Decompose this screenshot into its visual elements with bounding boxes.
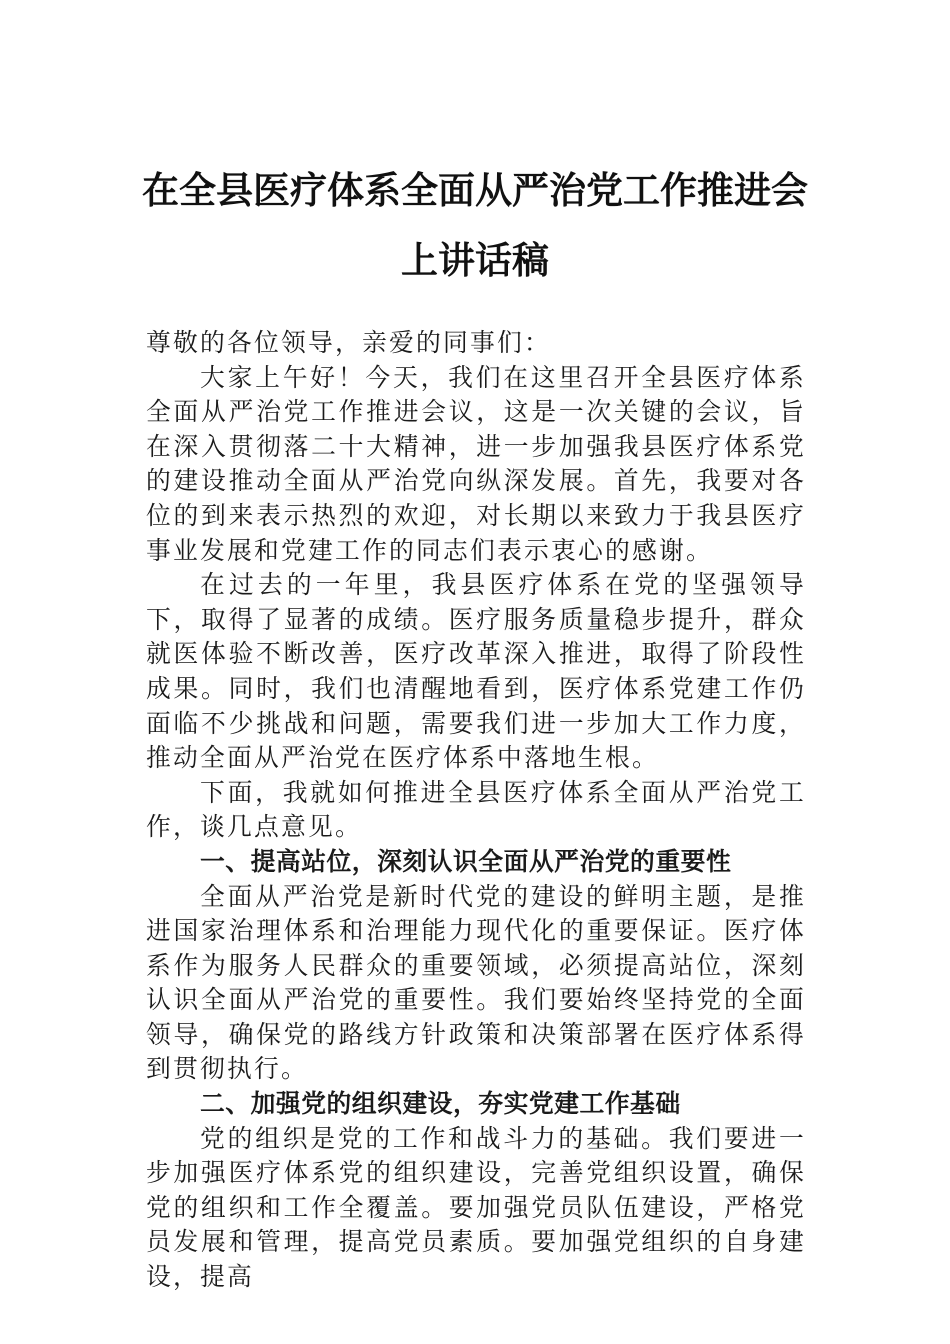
section-text-2: 党的组织是党的工作和战斗力的基础。我们要进一步加强医疗体系党的组织建设，完善党组织设置，确保党的组织和工作全覆盖。要加强党员队伍建设，严格党员发展和管理，提高党员素质。要加强党组织的自身建设，提高: [146, 1123, 806, 1292]
section-text-1: 全面从严治党是新时代党的建设的鲜明主题，是推进国家治理体系和治理能力现代化的重要保证。医疗体系作为服务人民群众的重要领域，必须提高站位，深刻认识全面从严治党的重要性。我们要始终坚持党的全面领导，确保党的路线方针政策和决策部署在医疗体系得到贯彻执行。: [146, 881, 806, 1084]
section-heading-1: 一、提高站位，深刻认识全面从严治党的重要性: [200, 846, 732, 876]
paragraph-opening: 大家上午好！今天，我们在这里召开全县医疗体系全面从严治党工作推进会议，这是一次关键的会议，旨在深入贯彻落二十大精神，进一步加强我县医疗体系党的建设推动全面从严治党向纵深发展。首先，我要对各位的到来表示热烈的欢迎，对长期以来致力于我县医疗事业发展和党建工作的同志们表示衷心的感谢。: [146, 362, 806, 565]
paragraph-review: 在过去的一年里，我县医疗体系在党的坚强领导下，取得了显著的成绩。医疗服务质量稳步提升，群众就医体验不断改善，医疗改革深入推进，取得了阶段性成果。同时，我们也清醒地看到，医疗体系党建工作仍面临不少挑战和问题，需要我们进一步加大工作力度，推动全面从严治党在医疗体系中落地生根。: [146, 570, 806, 773]
salutation: 尊敬的各位领导，亲爱的同事们：: [146, 328, 551, 357]
document-title-line-2: 上讲话稿: [401, 238, 549, 282]
document-title-line-1: 在全县医疗体系全面从严治党工作推进会: [142, 168, 808, 212]
document-body: [146, 326, 806, 1295]
section-heading-2: 二、加强党的组织建设，夯实党建工作基础: [200, 1089, 681, 1119]
paragraph-transition: 下面，我就如何推进全县医疗体系全面从严治党工作，谈几点意见。: [146, 777, 806, 842]
